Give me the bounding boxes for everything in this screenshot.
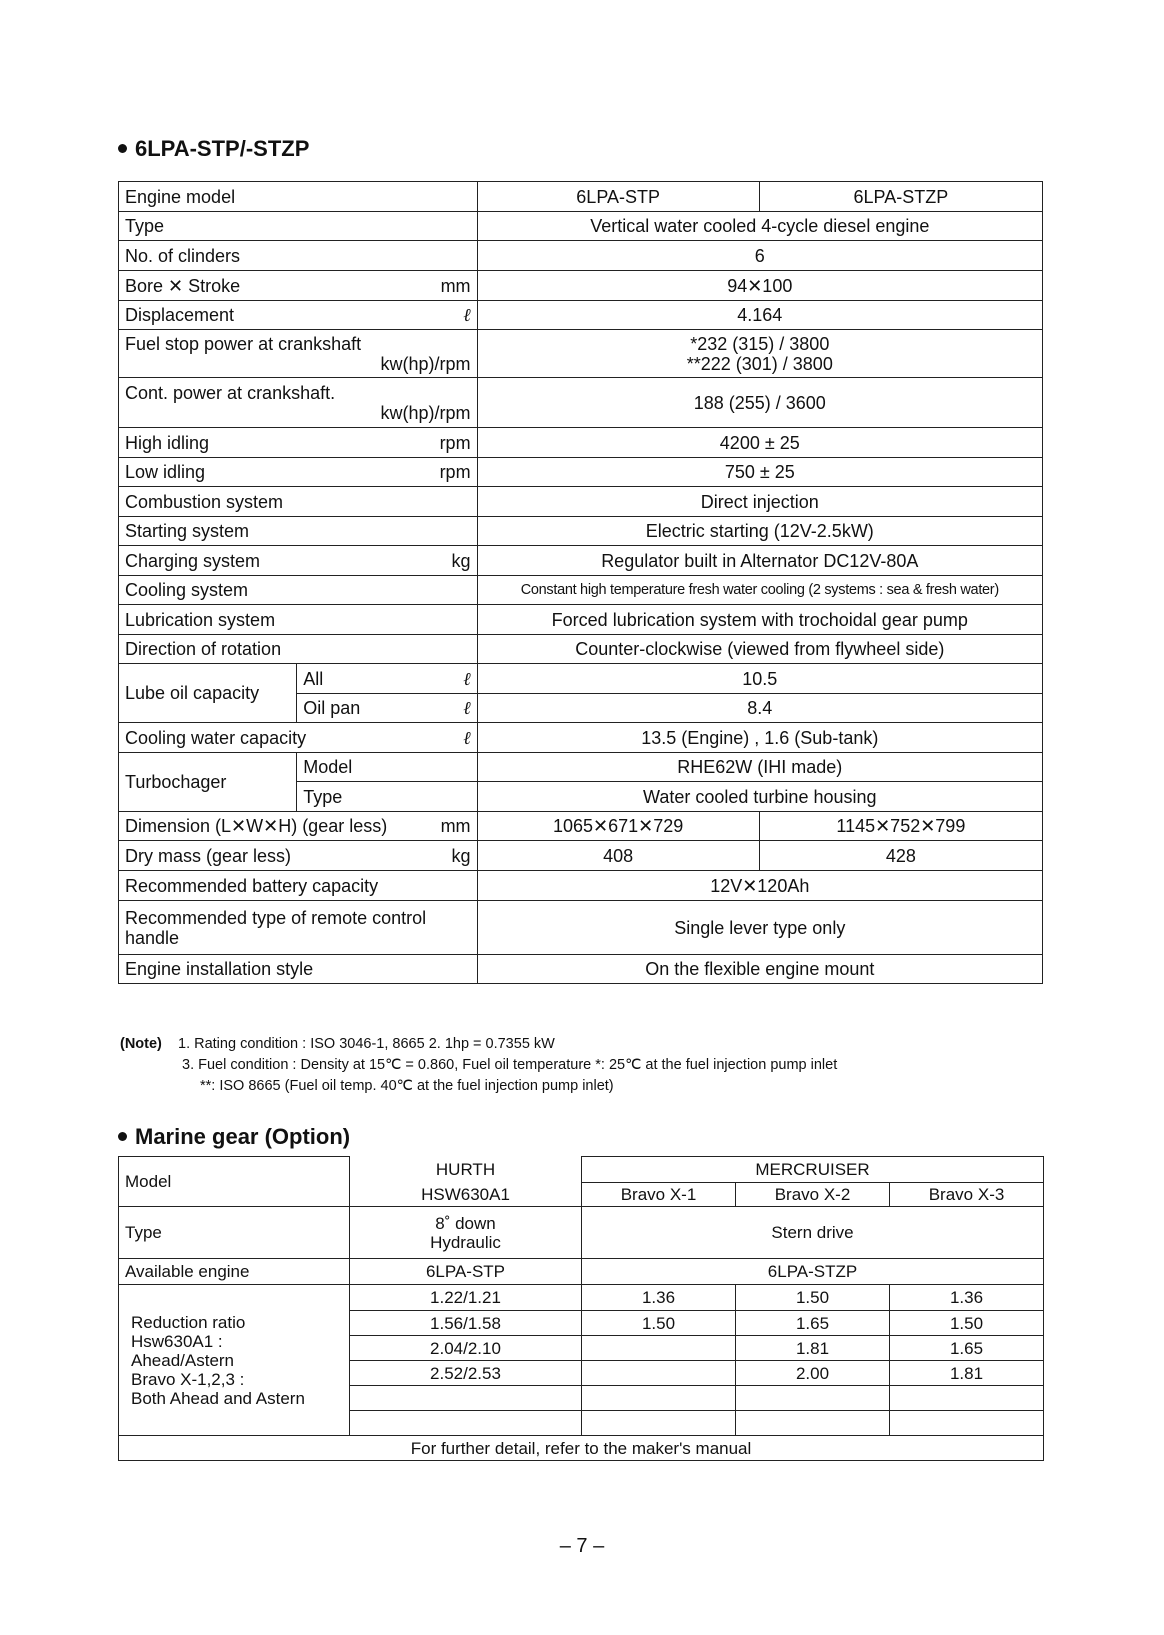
table-row: Recommended type of remote control handle Single lever type only bbox=[119, 901, 1043, 955]
table-row: Low idling rpm 750 ± 25 bbox=[119, 458, 1043, 487]
table-row: Engine installation style On the flexible engine mount bbox=[119, 955, 1043, 984]
note-line: 3. Fuel condition : Density at 15℃ = 0.860, Fuel oil temperature *: 25℃ at the fuel injection pump inlet bbox=[182, 1057, 838, 1073]
table-row: Type Vertical water cooled 4-cycle diesel engine bbox=[119, 212, 1043, 241]
table-row: Cooling system Constant high temperature fresh water cooling (2 systems : sea & fresh water) bbox=[119, 576, 1043, 605]
table-footer: For further detail, refer to the maker's manual bbox=[119, 1436, 1044, 1461]
table-row: Cooling water capacity ℓ 13.5 (Engine) , 1.6 (Sub-tank) bbox=[119, 723, 1043, 753]
table-row: 2.04/2.10 1.81 1.65 bbox=[119, 1336, 1044, 1361]
table-row: Dry mass (gear less) kg 408 428 bbox=[119, 841, 1043, 871]
table-row: Charging system kg Regulator built in Alternator DC12V-80A bbox=[119, 546, 1043, 576]
table-row: Direction of rotation Counter-clockwise (viewed from flywheel side) bbox=[119, 635, 1043, 664]
bullet-icon bbox=[118, 144, 127, 153]
engine-spec-table bbox=[118, 181, 1043, 984]
table-row: High idling rpm 4200 ± 25 bbox=[119, 428, 1043, 458]
section-title-engine: 6LPA-STP/-STZP bbox=[118, 136, 309, 162]
note-label: (Note) bbox=[120, 1036, 162, 1052]
table-row: Lube oil capacity All ℓ 10.5 bbox=[119, 664, 1043, 694]
table-row: HSW630A1 Bravo X-1 Bravo X-2 Bravo X-3 bbox=[119, 1183, 1044, 1207]
table-row: Reduction ratio Hsw630A1 : Ahead/Astern Bravo X-1,2,3 : Both Ahead and Astern 1.22/1.21 1.36 1.50 1.36 bbox=[119, 1285, 1044, 1311]
note-line: 1. Rating condition : ISO 3046-1, 8665 2. 1hp = 0.7355 kW bbox=[178, 1036, 555, 1052]
table-row: Displacement ℓ 4.164 bbox=[119, 301, 1043, 330]
table-row: Lubrication system Forced lubrication system with trochoidal gear pump bbox=[119, 605, 1043, 635]
section-title-marine-gear: Marine gear (Option) bbox=[118, 1124, 350, 1150]
table-row bbox=[119, 1436, 1044, 1461]
table-row: Cont. power at crankshaft. kw(hp)/rpm 188 (255) / 3600 bbox=[119, 378, 1043, 428]
table-row: 2.52/2.53 2.00 1.81 bbox=[119, 1361, 1044, 1386]
table-row: No. of clinders 6 bbox=[119, 241, 1043, 271]
table-row: 1.56/1.58 1.50 1.65 1.50 bbox=[119, 1311, 1044, 1336]
table-row: Starting system Electric starting (12V-2.5kW) bbox=[119, 517, 1043, 546]
table-row: Turbochager Model RHE62W (IHI made) bbox=[119, 753, 1043, 782]
table-row: Fuel stop power at crankshaft kw(hp)/rpm *232 (315) / 3800 **222 (301) / 3800 bbox=[119, 330, 1043, 378]
note-line: **: ISO 8665 (Fuel oil temp. 40℃ at the fuel injection pump inlet) bbox=[200, 1078, 614, 1094]
bullet-icon bbox=[118, 1132, 127, 1141]
page-number: – 7 – bbox=[559, 1535, 605, 1557]
reduction-ratio-label: Reduction ratio Hsw630A1 : Ahead/Astern Bravo X-1,2,3 : Both Ahead and Astern bbox=[119, 1285, 350, 1436]
table-row: Type 8˚ down Hydraulic Stern drive bbox=[119, 1207, 1044, 1259]
table-row: Bore ✕ Stroke mm 94✕100 bbox=[119, 271, 1043, 301]
table-row: Combustion system Direct injection bbox=[119, 487, 1043, 517]
marine-gear-table bbox=[118, 1156, 1044, 1461]
table-row: Available engine 6LPA-STP 6LPA-STZP bbox=[119, 1259, 1044, 1285]
table-row: Dimension (L✕W✕H) (gear less) mm 1065✕671✕729 1145✕752✕799 bbox=[119, 812, 1043, 841]
table-row: Oil pan ℓ 8.4 bbox=[119, 694, 1043, 723]
table-row: Type Water cooled turbine housing bbox=[119, 782, 1043, 812]
table-row: Engine model 6LPA-STP 6LPA-STZP bbox=[119, 182, 1043, 212]
table-row: Model HURTH MERCRUISER bbox=[119, 1157, 1044, 1183]
table-row: Recommended battery capacity 12V✕120Ah bbox=[119, 871, 1043, 901]
